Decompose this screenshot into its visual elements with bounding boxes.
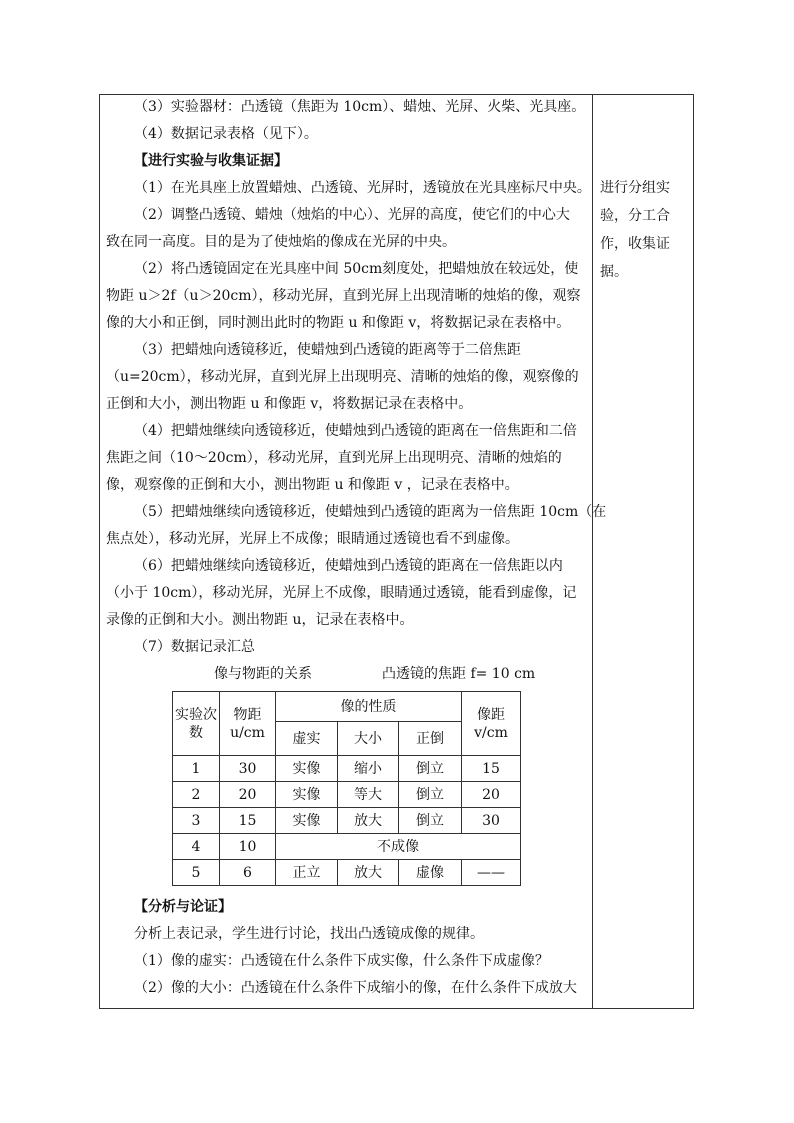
cell-v: —— <box>462 860 521 886</box>
text-line: （2）调整凸透镜、蜡烛（烛焰的中心）、光屏的高度，使它们的中心大 <box>134 207 570 223</box>
text-line: 致在同一高度。目的是为了使烛焰的像成在光屏的中央。 <box>106 234 456 250</box>
text-line: （3）把蜡烛向透镜移近，使蜡烛到凸透镜的距离等于二倍焦距 <box>134 342 521 358</box>
header-real-virtual: 虚实 <box>276 722 338 756</box>
cell-size: 缩小 <box>338 756 399 782</box>
text-line: 像，观察像的正倒和大小，测出物距 u 和像距 v ，记录在表格中。 <box>106 477 519 493</box>
cell-orient: 倒立 <box>399 782 462 808</box>
cell-size: 放大 <box>338 808 399 834</box>
section-heading: 【分析与论证】 <box>134 899 232 915</box>
text-line: （4）数据记录表格（见下）。 <box>134 126 318 142</box>
cell-u: 10 <box>220 834 276 860</box>
header-size: 大小 <box>338 722 399 756</box>
cell-size: 放大 <box>338 860 399 886</box>
text-line: （4）把蜡烛继续向透镜移近，使蜡烛到凸透镜的距离在一倍焦距和二倍 <box>134 423 577 439</box>
cell-u: 15 <box>220 808 276 834</box>
header-image-nature: 像的性质 <box>276 692 462 722</box>
cell-real: 实像 <box>276 808 338 834</box>
cell-trial: 3 <box>173 808 220 834</box>
cell-trial: 5 <box>173 860 220 886</box>
text-line: （1）在光具座上放置蜡烛、凸透镜、光屏时，透镜放在光具座标尺中央。 <box>134 180 591 196</box>
column-divider <box>592 94 593 1009</box>
text-line: （2）像的大小：凸透镜在什么条件下成缩小的像，在什么条件下成放大 <box>134 980 577 996</box>
table-caption: 像与物距的关系 <box>214 666 312 682</box>
text-line: 焦点处），移动光屏，光屏上不成像；眼睛通过透镜也看不到虚像。 <box>106 531 519 547</box>
cell-v: 15 <box>462 756 521 782</box>
cell-v: 30 <box>462 808 521 834</box>
text-line: （7）数据记录汇总 <box>134 639 255 655</box>
data-record-table <box>172 691 521 886</box>
cell-size: 等大 <box>338 782 399 808</box>
side-note-line: 验，分工合 <box>600 208 670 224</box>
cell-u: 20 <box>220 782 276 808</box>
cell-real: 正立 <box>276 860 338 886</box>
side-note-line: 进行分组实 <box>600 180 670 196</box>
text-line: （5）把蜡烛继续向透镜移近，使蜡烛到凸透镜的距离为一倍焦距 10cm（在 <box>134 504 607 520</box>
text-line: 录像的正倒和大小。测出物距 u，记录在表格中。 <box>106 612 414 628</box>
text-line: 像的大小和正倒，同时测出此时的物距 u 和像距 v，将数据记录在表格中。 <box>106 315 571 331</box>
table-caption-focal: 凸透镜的焦距 f= 10 cm <box>382 666 536 682</box>
side-note-line: 作，收集证 <box>600 236 670 252</box>
cell-u: 6 <box>220 860 276 886</box>
text-line: （3）实验器材：凸透镜（焦距为 10cm）、蜡烛、光屏、火柴、光具座。 <box>134 99 586 115</box>
text-line: （u=20cm），移动光屏，直到光屏上出现明亮、清晰的烛焰的像，观察像的 <box>106 369 579 385</box>
cell-trial: 2 <box>173 782 220 808</box>
cell-real: 实像 <box>276 756 338 782</box>
side-note <box>600 174 690 286</box>
text-line: （1）像的虚实：凸透镜在什么条件下成实像，什么条件下成虚像？ <box>134 953 549 969</box>
text-line: （小于 10cm），移动光屏，光屏上不成像，眼睛通过透镜，能看到虚像，记 <box>106 585 577 601</box>
header-object-distance: 物距u/cm <box>220 692 276 756</box>
section-heading: 【进行实验与收集证据】 <box>134 153 288 169</box>
text-line: 焦距之间（10～20cm），移动光屏，直到光屏上出现明亮、清晰的烛焰的 <box>106 450 562 466</box>
cell-trial: 1 <box>173 756 220 782</box>
cell-trial: 4 <box>173 834 220 860</box>
cell-u: 30 <box>220 756 276 782</box>
text-line: 分析上表记录，学生进行讨论，找出凸透镜成像的规律。 <box>134 926 484 942</box>
cell-orient: 虚像 <box>399 860 462 886</box>
header-orientation: 正倒 <box>399 722 462 756</box>
cell-orient: 倒立 <box>399 808 462 834</box>
cell-real: 实像 <box>276 782 338 808</box>
header-image-distance: 像距v/cm <box>462 692 521 756</box>
text-line: （2）将凸透镜固定在光具座中间 50cm刻度处，把蜡烛放在较远处，使 <box>134 261 579 277</box>
header-trial: 实验次数 <box>173 692 220 756</box>
side-note-line: 据。 <box>600 264 628 280</box>
cell-orient: 倒立 <box>399 756 462 782</box>
cell-no-image: 不成像 <box>276 834 521 860</box>
text-line: 物距 u＞2f（u＞20cm），移动光屏，直到光屏上出现清晰的烛焰的像，观察 <box>106 288 581 304</box>
cell-v: 20 <box>462 782 521 808</box>
text-line: （6）把蜡烛继续向透镜移近，使蜡烛到凸透镜的距离在一倍焦距以内 <box>134 558 563 574</box>
text-line: 正倒和大小，测出物距 u 和像距 v，将数据记录在表格中。 <box>106 396 473 412</box>
